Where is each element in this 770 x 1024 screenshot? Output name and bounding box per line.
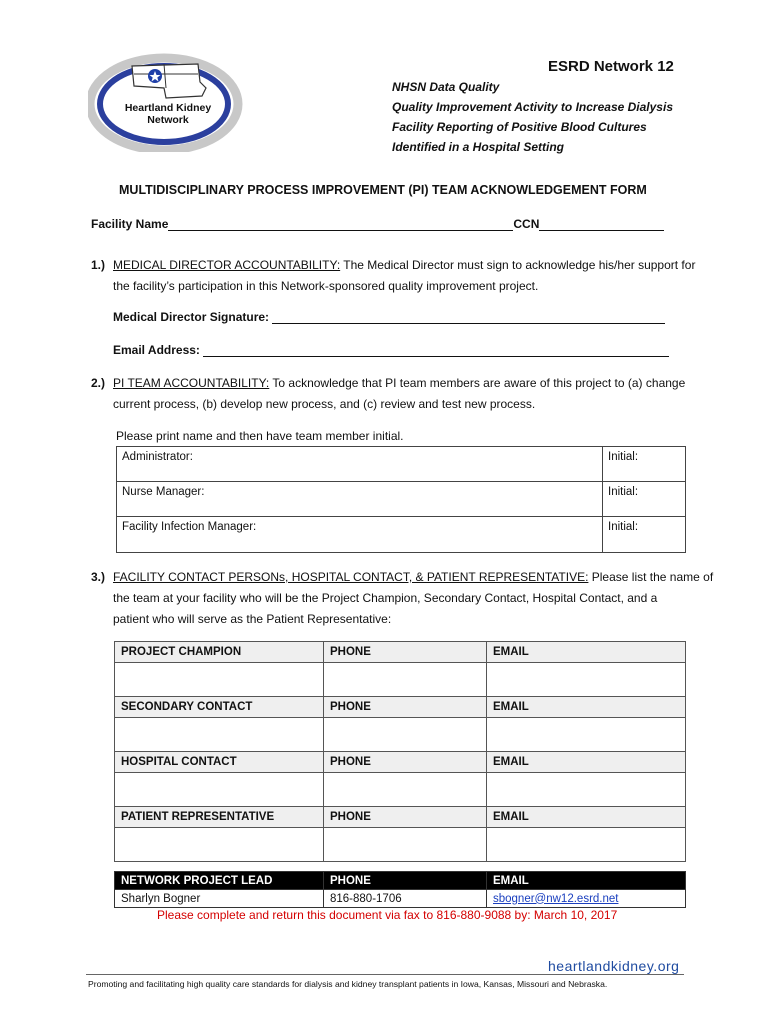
contact-header-row [115, 807, 686, 828]
contact-input-row [115, 718, 686, 752]
header-line-2: Quality Improvement Activity to Increase Dialysis [392, 100, 673, 114]
team-initial: Initial: [608, 486, 639, 498]
section-3-heading: FACILITY CONTACT PERSONs, HOSPITAL CONTACT, & PATIENT REPRESENTATIVE: [113, 570, 589, 584]
facility-row [91, 217, 664, 231]
hospital-name-field[interactable] [115, 773, 324, 807]
signature-label: Medical Director Signature: [113, 310, 270, 324]
contact-header-row [115, 752, 686, 773]
lead-email-link[interactable]: sbogner@nw12.esrd.net [493, 892, 619, 905]
contact-phone-header: PHONE [324, 752, 487, 773]
header-line-4: Identified in a Hospital Setting [392, 140, 565, 154]
section-3-text-3: patient who will serve as the Patient Representative: [113, 612, 392, 626]
contact-role-header: HOSPITAL CONTACT [115, 752, 324, 773]
team-row-nurse-manager [117, 482, 686, 517]
lead-data-row [115, 890, 686, 908]
footer-divider [86, 974, 684, 975]
team-role: Nurse Manager: [122, 486, 205, 498]
footer-text: Promoting and facilitating high quality care standards for dialysis and kidney transplant patients in Iowa, Kansas, Missouri and Nebraska. [88, 979, 608, 989]
section-1-text-2: the facility’s participation in this Network-sponsored quality improvement project. [113, 279, 539, 293]
contact-input-row [115, 773, 686, 807]
email-row [113, 343, 669, 357]
section-3-text-2: the team at your facility who will be the Project Champion, Secondary Contact, Hospital Contact, and a [113, 591, 658, 605]
champion-name-field[interactable] [115, 663, 324, 697]
contact-header-row [115, 697, 686, 718]
team-role-cell[interactable] [117, 517, 603, 553]
contact-header-row [115, 642, 686, 663]
signature-row [113, 310, 665, 324]
contact-email-header: EMAIL [487, 642, 686, 663]
contact-input-row [115, 828, 686, 862]
patient-rep-name-field[interactable] [115, 828, 324, 862]
lead-role-header: NETWORK PROJECT LEAD [115, 872, 324, 890]
team-initial-cell[interactable] [603, 482, 686, 517]
secondary-email-field[interactable] [487, 718, 686, 752]
contact-email-header: EMAIL [487, 697, 686, 718]
section-1-heading: MEDICAL DIRECTOR ACCOUNTABILITY: [113, 258, 341, 272]
email-label: Email Address: [113, 343, 200, 357]
section-2-heading: PI TEAM ACCOUNTABILITY: [113, 376, 270, 390]
website-link[interactable]: heartlandkidney.org [548, 958, 680, 974]
section-3 [91, 567, 751, 630]
contact-email-header: EMAIL [487, 752, 686, 773]
header-line-3: Facility Reporting of Positive Blood Cultures [392, 120, 647, 134]
heartland-kidney-logo [88, 52, 248, 152]
contacts-table [114, 641, 686, 862]
signature-field[interactable] [272, 311, 665, 324]
team-initial: Initial: [608, 521, 639, 533]
lead-phone: 816-880-1706 [324, 890, 487, 908]
team-role: Administrator: [122, 451, 193, 463]
team-role-cell[interactable] [117, 482, 603, 517]
section-3-number: 3.) [91, 570, 106, 584]
contact-role-header: PROJECT CHAMPION [115, 642, 324, 663]
facility-name-label: Facility Name [91, 217, 169, 231]
contact-input-row [115, 663, 686, 697]
team-instruction: Please print name and then have team member initial. [116, 429, 404, 443]
lead-phone-header: PHONE [324, 872, 487, 890]
team-row-infection-manager [117, 517, 686, 553]
network-lead-table [114, 871, 686, 908]
contact-role-header: SECONDARY CONTACT [115, 697, 324, 718]
section-1-text-1: The Medical Director must sign to acknowledge his/her support for [340, 258, 696, 272]
team-row-administrator [117, 447, 686, 482]
pi-team-table [116, 446, 686, 553]
contact-role-header: PATIENT REPRESENTATIVE [115, 807, 324, 828]
logo-text-line1: Heartland Kidney [124, 102, 212, 114]
facility-name-field[interactable] [168, 218, 513, 231]
contact-email-header: EMAIL [487, 807, 686, 828]
hospital-email-field[interactable] [487, 773, 686, 807]
team-initial: Initial: [608, 451, 639, 463]
team-role: Facility Infection Manager: [122, 521, 257, 533]
lead-email-header: EMAIL [487, 872, 686, 890]
team-initial-cell[interactable] [603, 517, 686, 553]
secondary-phone-field[interactable] [324, 718, 487, 752]
contact-phone-header: PHONE [324, 642, 487, 663]
section-3-text-1: Please list the name of [588, 570, 714, 584]
header-line-1: NHSN Data Quality [392, 80, 500, 94]
ccn-field[interactable] [539, 218, 664, 231]
contact-phone-header: PHONE [324, 807, 487, 828]
network-title: ESRD Network 12 [548, 58, 674, 75]
logo-text-line2: Network [147, 114, 189, 126]
section-2-text-2: current process, (b) develop new process, and (c) review and test new process. [113, 397, 536, 411]
contact-phone-header: PHONE [324, 697, 487, 718]
form-title: MULTIDISCIPLINARY PROCESS IMPROVEMENT (PI) TEAM ACKNOWLEDGEMENT FORM [119, 183, 647, 197]
section-2-text-1: To acknowledge that PI team members are aware of this project to (a) change [269, 376, 686, 390]
lead-name: Sharlyn Bogner [115, 890, 324, 908]
section-2-number: 2.) [91, 376, 106, 390]
hospital-phone-field[interactable] [324, 773, 487, 807]
ccn-label: CCN [513, 217, 540, 231]
section-2 [91, 373, 751, 415]
team-role-cell[interactable] [117, 447, 603, 482]
section-1 [91, 255, 731, 297]
patient-rep-phone-field[interactable] [324, 828, 487, 862]
return-instruction: Please complete and return this document via fax to 816-880-9088 by: March 10, 2017 [157, 908, 618, 922]
team-initial-cell[interactable] [603, 447, 686, 482]
champion-email-field[interactable] [487, 663, 686, 697]
lead-header-row [115, 872, 686, 890]
email-field[interactable] [203, 344, 669, 357]
patient-rep-email-field[interactable] [487, 828, 686, 862]
secondary-name-field[interactable] [115, 718, 324, 752]
section-1-number: 1.) [91, 258, 106, 272]
champion-phone-field[interactable] [324, 663, 487, 697]
